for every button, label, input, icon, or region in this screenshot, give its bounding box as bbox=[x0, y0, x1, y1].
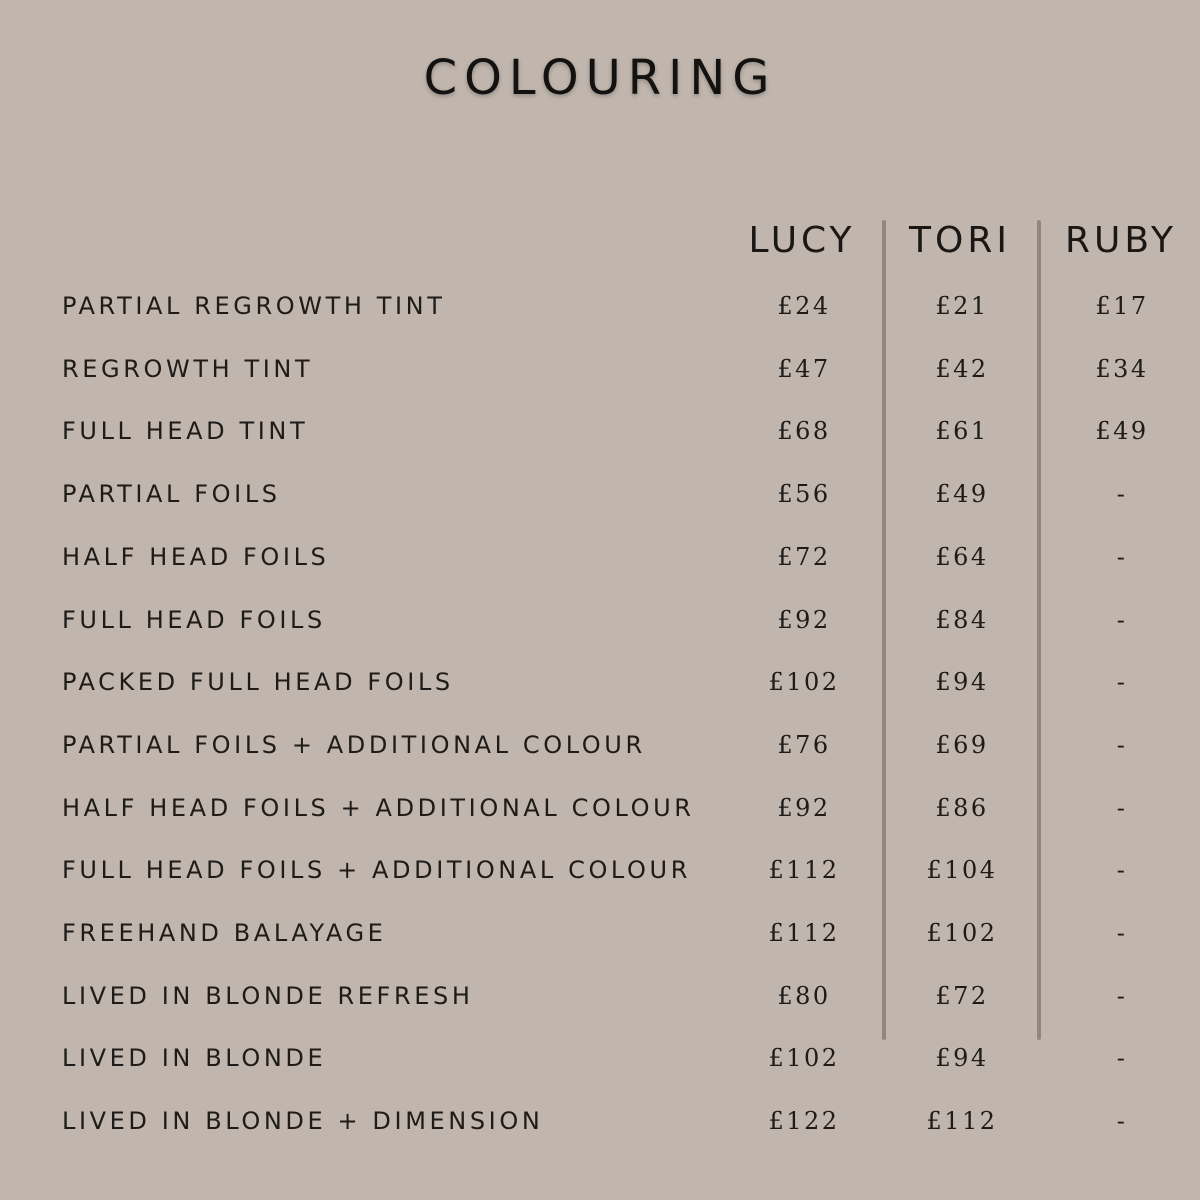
price-lucy: £122 bbox=[768, 1107, 840, 1136]
price-lucy: £68 bbox=[777, 417, 831, 446]
table-row bbox=[0, 788, 1200, 828]
price-ruby: £34 bbox=[1095, 354, 1149, 383]
table-row bbox=[0, 411, 1200, 451]
price-tori: £104 bbox=[926, 856, 998, 885]
price-ruby: £17 bbox=[1095, 292, 1149, 320]
price-ruby: - bbox=[1116, 1044, 1128, 1073]
price-tori: £102 bbox=[926, 919, 998, 947]
price-tori: £42 bbox=[935, 354, 989, 383]
service-name: FULL HEAD FOILS bbox=[62, 605, 326, 634]
price-tori: £49 bbox=[935, 480, 989, 509]
price-lucy: £112 bbox=[768, 856, 840, 885]
price-ruby: - bbox=[1116, 668, 1128, 697]
price-tori: £84 bbox=[935, 605, 989, 634]
price-lucy: £92 bbox=[777, 605, 831, 634]
price-tori: £112 bbox=[926, 1107, 998, 1136]
table-row bbox=[0, 537, 1200, 577]
price-lucy: £47 bbox=[777, 354, 831, 383]
page-title: COLOURING bbox=[423, 50, 777, 106]
table-row bbox=[0, 725, 1200, 765]
price-ruby: £49 bbox=[1095, 417, 1149, 446]
table-row bbox=[0, 1038, 1200, 1078]
table-row bbox=[0, 286, 1200, 326]
table-row bbox=[0, 600, 1200, 640]
price-ruby: - bbox=[1116, 542, 1128, 571]
service-name: FULL HEAD TINT bbox=[62, 417, 309, 446]
table-row bbox=[0, 976, 1200, 1016]
price-ruby: - bbox=[1116, 480, 1128, 509]
price-tori: £61 bbox=[935, 417, 989, 446]
price-ruby: - bbox=[1116, 605, 1128, 634]
price-tori: £94 bbox=[935, 668, 989, 697]
table-row bbox=[0, 913, 1200, 953]
service-name: LIVED IN BLONDE bbox=[62, 1044, 327, 1073]
service-name: PARTIAL REGROWTH TINT bbox=[62, 292, 446, 320]
price-ruby: - bbox=[1116, 981, 1128, 1010]
service-name: PARTIAL FOILS bbox=[62, 480, 281, 509]
table-row bbox=[0, 474, 1200, 514]
price-ruby: - bbox=[1116, 1107, 1128, 1136]
price-tori: £94 bbox=[935, 1044, 989, 1073]
price-lucy: £112 bbox=[768, 919, 840, 947]
table-row bbox=[0, 850, 1200, 890]
table-row bbox=[0, 1101, 1200, 1141]
column-header-tori: TORI bbox=[909, 220, 1011, 261]
price-ruby: - bbox=[1116, 856, 1128, 885]
column-header-lucy: LUCY bbox=[748, 220, 856, 261]
price-lucy: £92 bbox=[777, 793, 831, 822]
service-name: LIVED IN BLONDE REFRESH bbox=[62, 981, 474, 1010]
price-lucy: £24 bbox=[777, 292, 831, 320]
price-lucy: £56 bbox=[777, 480, 831, 509]
service-name: REGROWTH TINT bbox=[62, 354, 314, 383]
service-name: LIVED IN BLONDE + DIMENSION bbox=[62, 1107, 544, 1136]
price-lucy: £72 bbox=[777, 542, 831, 571]
table-row bbox=[0, 349, 1200, 389]
price-lucy: £102 bbox=[768, 668, 840, 697]
service-name: PACKED FULL HEAD FOILS bbox=[62, 668, 454, 697]
service-name: FREEHAND BALAYAGE bbox=[62, 919, 387, 947]
price-ruby: - bbox=[1116, 919, 1128, 947]
price-tori: £64 bbox=[935, 542, 989, 571]
service-name: PARTIAL FOILS + ADDITIONAL COLOUR bbox=[62, 730, 646, 759]
price-tori: £72 bbox=[935, 981, 989, 1010]
price-tori: £21 bbox=[935, 292, 989, 320]
service-name: HALF HEAD FOILS + ADDITIONAL COLOUR bbox=[62, 793, 695, 822]
price-ruby: - bbox=[1116, 793, 1128, 822]
price-lucy: £80 bbox=[777, 981, 831, 1010]
price-tori: £69 bbox=[935, 730, 989, 759]
price-ruby: - bbox=[1116, 730, 1128, 759]
price-lucy: £102 bbox=[768, 1044, 840, 1073]
table-row bbox=[0, 662, 1200, 702]
service-name: FULL HEAD FOILS + ADDITIONAL COLOUR bbox=[62, 856, 691, 885]
column-header-ruby: RUBY bbox=[1064, 220, 1178, 261]
price-lucy: £76 bbox=[777, 730, 831, 759]
service-name: HALF HEAD FOILS bbox=[62, 542, 330, 571]
price-tori: £86 bbox=[935, 793, 989, 822]
